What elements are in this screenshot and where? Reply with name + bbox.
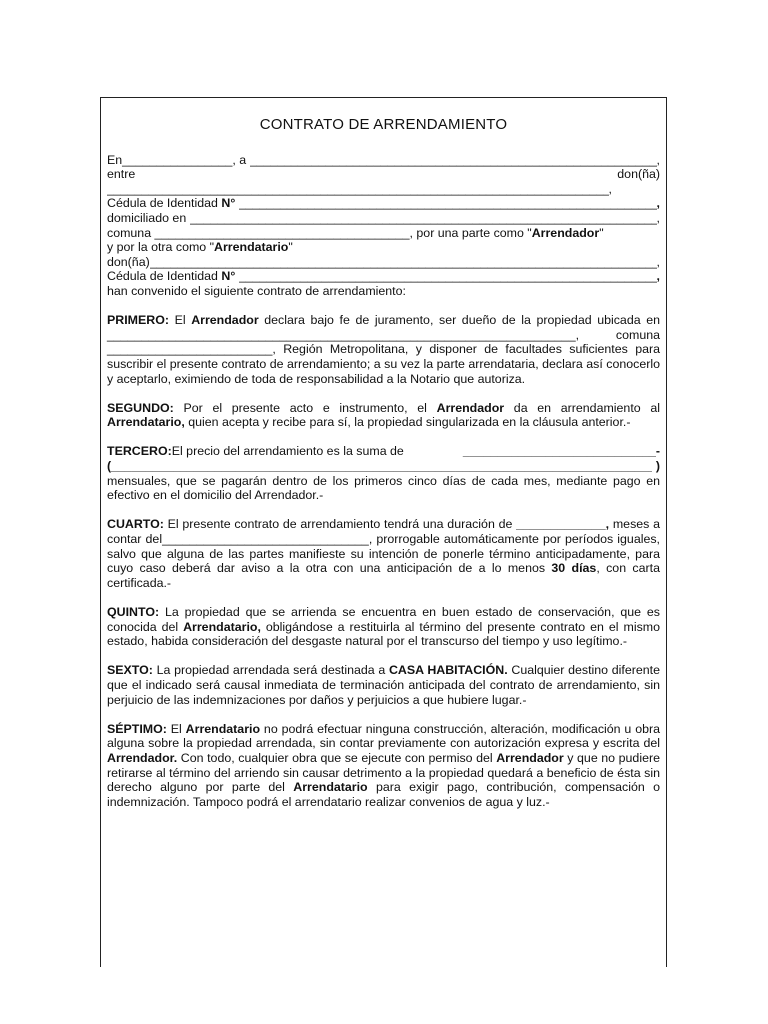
document-content <box>107 118 660 824</box>
don2-blank[interactable] <box>150 255 657 270</box>
clause-text: El precio del arrendamiento es la suma de <box>171 444 404 459</box>
precio-letras-blank[interactable] <box>111 459 652 474</box>
comma: , <box>656 210 660 225</box>
header-line-en <box>107 153 660 168</box>
clause-text: mensuales, que se pagarán dentro de los primeros cinco días de cada mes, mediante pago en efectivo en el domicilio del Arrendador.- <box>107 473 660 503</box>
clause-bold: CASA HABITACIÓN. <box>388 663 508 678</box>
clause-bold: Arrendatario <box>293 780 368 795</box>
clause-heading: TERCERO: <box>107 444 172 459</box>
a-blank[interactable] <box>250 153 657 168</box>
cedula-label: Cédula de Identidad <box>107 196 218 211</box>
clause-heading: CUARTO: <box>107 517 164 532</box>
clause-bold: Arrendador <box>496 750 564 765</box>
precio-blank[interactable]: ____________________________- <box>462 444 660 459</box>
clause-quinto <box>107 605 660 649</box>
clause-text: El presente contrato de arrendamiento tendrá una duración de <box>163 517 517 532</box>
clause-heading: SEGUNDO: <box>107 400 174 415</box>
domiciliado-label: domiciliado en <box>107 210 187 225</box>
comuna2-blank[interactable]: ________________________ <box>107 342 273 357</box>
clause-text: Por el presente acto e instrumento, el <box>173 400 437 415</box>
clause-text: comuna <box>579 327 660 342</box>
clause-bold: Arrendador <box>191 313 259 328</box>
clause-text: para exigir pago, contribución, compensación o indemnización. Tampoco podrá el arrendatario realizar convenios de agua y luz.- <box>107 780 660 809</box>
clause-text: , con carta certificada.- <box>107 561 660 590</box>
arrendador-term: Arrendador <box>531 225 600 240</box>
cedula2-label: Cédula de Identidad <box>107 269 218 284</box>
clause-text: y que no pudiere retirarse al término del arriendo sin causar detrimento a la propiedad quedará a beneficio de ésta sin derecho alguno por parte del <box>107 750 660 795</box>
clause-text: El <box>166 721 186 736</box>
cedula2-blank[interactable] <box>239 269 657 284</box>
clause-text: Cualquier destino diferente que el indicado será causal inmediata de terminación anticipada del contrato de arrendamiento, sin perjuicio de las indemnizaciones por daños y perjuicios a que hubiere lugar.- <box>107 663 660 707</box>
clause-heading: QUINTO: <box>107 605 160 619</box>
clause-heading: SEXTO: <box>107 663 153 678</box>
document-title: CONTRATO DE ARRENDAMIENTO <box>259 116 508 133</box>
header-line-comuna <box>107 226 660 241</box>
clause-bold: Arrendador <box>436 400 505 415</box>
comma: , <box>656 269 660 284</box>
duracion-blank[interactable]: _____________, <box>516 517 610 532</box>
convenido-text: han convenido el siguiente contrato de arrendamiento: <box>107 283 406 298</box>
header-line-domicilio <box>107 211 660 226</box>
comma: , <box>656 254 660 269</box>
clause-bold: Arrendador. <box>107 750 178 765</box>
clause-bold: Arrendatario <box>185 721 261 736</box>
open-paren: ( <box>107 459 112 474</box>
fecha-inicio-blank[interactable]: ______________________________ <box>162 532 369 547</box>
name-blank[interactable] <box>107 182 609 197</box>
clause-text: El <box>168 313 192 328</box>
en-blank[interactable]: ________________ <box>122 152 233 167</box>
entre-label: entre <box>107 167 136 182</box>
en-label: En <box>107 152 123 167</box>
clause-text: , Región Metropolitana, y disponer de facultades suficientes para suscribir el presente contrato de arrendamiento; a su vez la parte arrendataria, declara así conocerlo y aceptarlo, eximiendo de toda de responsabilidad a la Notario que autoriza. <box>107 342 660 386</box>
clause-text: obligándose a restituirla al término del presente contrato en el mismo estado, habida consideración del desgaste natural por el transcurso del tiempo y uso legítimo.- <box>107 619 660 649</box>
document-page <box>100 97 667 967</box>
header-line-entre <box>107 167 660 182</box>
comuna-label: comuna <box>107 225 152 240</box>
n-label: N° <box>221 196 236 211</box>
domicilio-blank[interactable] <box>190 211 657 226</box>
clause-heading: PRIMERO: <box>107 313 169 328</box>
clause-bold: Arrendatario, <box>107 415 185 430</box>
header-line-name <box>107 182 660 197</box>
ubicacion-blank[interactable]: ____________________________________________________________________, <box>107 327 580 342</box>
clause-bold: Arrendatario, <box>183 619 261 634</box>
quote-close: " <box>599 225 604 240</box>
comma: , <box>608 181 612 196</box>
tercero-line-2 <box>107 459 660 474</box>
comma: , <box>656 152 660 167</box>
clause-septimo <box>107 722 660 810</box>
clause-segundo <box>107 401 660 430</box>
a-label: , a <box>232 152 247 167</box>
clause-tercero <box>107 444 660 502</box>
header-line-cedula <box>107 196 660 211</box>
don-label: don(ña) <box>617 167 660 182</box>
clause-text: , prorrogable automáticamente por períodos iguales, salvo que alguna de las partes manifieste su intención de ponerle término anticipadamente, para cuyo caso deberá dar aviso a la otra con una anticipación de a lo menos <box>107 532 660 576</box>
header-line-don2 <box>107 255 660 270</box>
header-line-otra <box>107 240 660 255</box>
clause-text: meses a contar del <box>107 517 660 547</box>
parte-text: , por una parte como " <box>409 225 532 240</box>
arrendatario-term: Arrendatario <box>214 240 289 255</box>
clause-text: La propiedad que se arrienda se encuentra en buen estado de conservación, que es conocida del <box>107 605 660 634</box>
close-paren: ) <box>655 459 660 474</box>
quote-close: " <box>288 240 293 255</box>
clause-sexto <box>107 663 660 707</box>
clause-text: quien acepta y recibe para sí, la propiedad singularizada en la cláusula anterior.- <box>184 415 631 430</box>
tercero-line-1 <box>107 444 660 459</box>
header-line-cedula2 <box>107 269 660 284</box>
clause-text: declara bajo fe de juramento, ser dueño de la propiedad ubicada en <box>258 313 660 328</box>
clause-heading: SÉPTIMO: <box>107 721 167 736</box>
n2-label: N° <box>221 269 236 284</box>
comma: , <box>656 196 660 211</box>
clause-text: Con todo, cualquier obra que se ejecute con permiso del <box>177 750 497 765</box>
cedula-blank[interactable] <box>239 196 657 211</box>
clause-text: La propiedad arrendada será destinada a <box>152 663 389 678</box>
don2-label: don(ña) <box>107 254 150 269</box>
clause-text: da en arrendamiento al <box>504 400 660 415</box>
clause-primero <box>107 313 660 386</box>
clause-cuarto <box>107 517 660 590</box>
comuna-blank[interactable]: _____________________________________ <box>154 225 410 240</box>
otra-text: y por la otra como " <box>107 240 215 255</box>
clause-text: no podrá efectuar ninguna construcción, alteración, modificación u obra alguna sobre la propiedad arrendada, sin contar previamente con autorización expresa y escrita del <box>107 721 660 751</box>
clause-bold: 30 días <box>551 561 597 576</box>
